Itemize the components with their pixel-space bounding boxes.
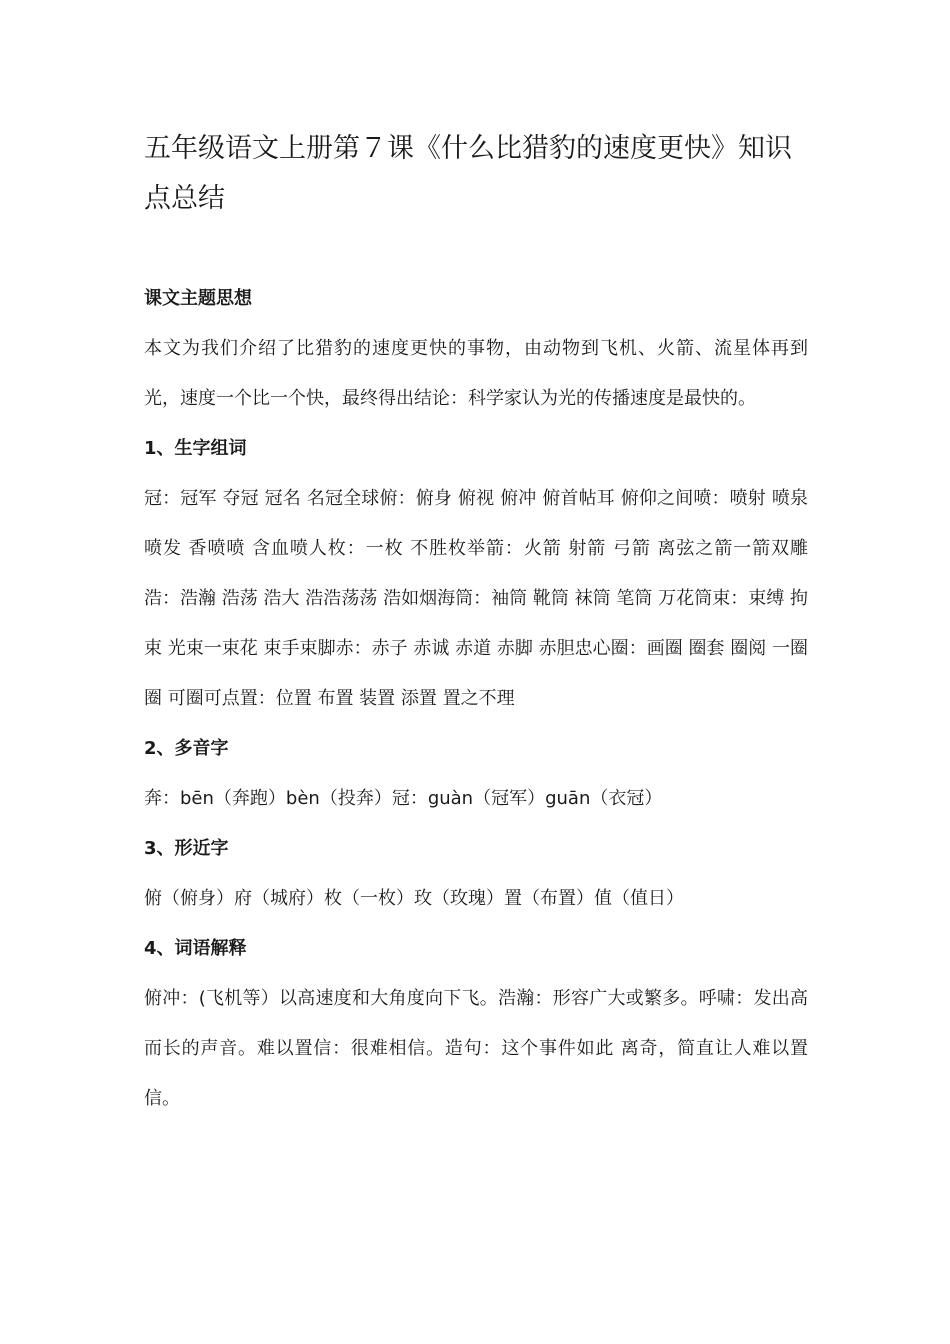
section-heading-polyphones: 2、多音字 <box>144 738 229 759</box>
section-heading-similar-characters: 3、形近字 <box>144 838 229 859</box>
section-heading-vocabulary: 1、生字组词 <box>144 438 247 459</box>
section-body-theme: 本文为我们介绍了比猎豹的速度更快的事物，由动物到飞机、火箭、流星体再到光，速度一个比一个快，最终得出结论：科学家认为光的传播速度是最快的。 <box>144 338 808 409</box>
section-body-polyphones: 奔：bēn（奔跑）bèn（投奔）冠：guàn（冠军）guān（衣冠） <box>144 788 663 809</box>
section-body-similar-characters: 俯（俯身）府（城府）枚（一枚）玫（玫瑰）置（布置）值（值日） <box>144 888 684 909</box>
section-heading-theme: 课文主题思想 <box>144 288 252 309</box>
section-heading-word-explanations: 4、词语解释 <box>144 938 247 959</box>
document-title: 五年级语文上册第７课《什么比猎豹的速度更快》知识点总结 <box>144 133 792 214</box>
section-body-word-explanations: 俯冲：(飞机等）以高速度和大角度向下飞。浩瀚：形容广大或繁多。呼啸：发出高而长的声音。难以置信：很难相信。造句：这个事件如此 离奇，简直让人难以置信。 <box>144 988 808 1109</box>
section-body-vocabulary: 冠：冠军 夺冠 冠名 名冠全球俯：俯身 俯视 俯冲 俯首帖耳 俯仰之间喷：喷射 喷泉 喷发 香喷喷 含血喷人枚：一枚 不胜枚举箭：火箭 射箭 弓箭 离弦之箭一箭双雕浩：浩瀚 浩荡 浩大 浩浩荡荡 浩如烟海筒：袖筒 靴筒 袜筒 笔筒 万花筒束：束缚 拘束 光束一束花 束手束脚赤：赤子 赤诚 赤道 赤脚 赤胆忠心圈：画圈 圈套 圈阅 一圈圈 可圈可点置：位置 布置 装置 添置 置之不理 <box>144 488 808 709</box>
document-page <box>144 124 808 1124</box>
